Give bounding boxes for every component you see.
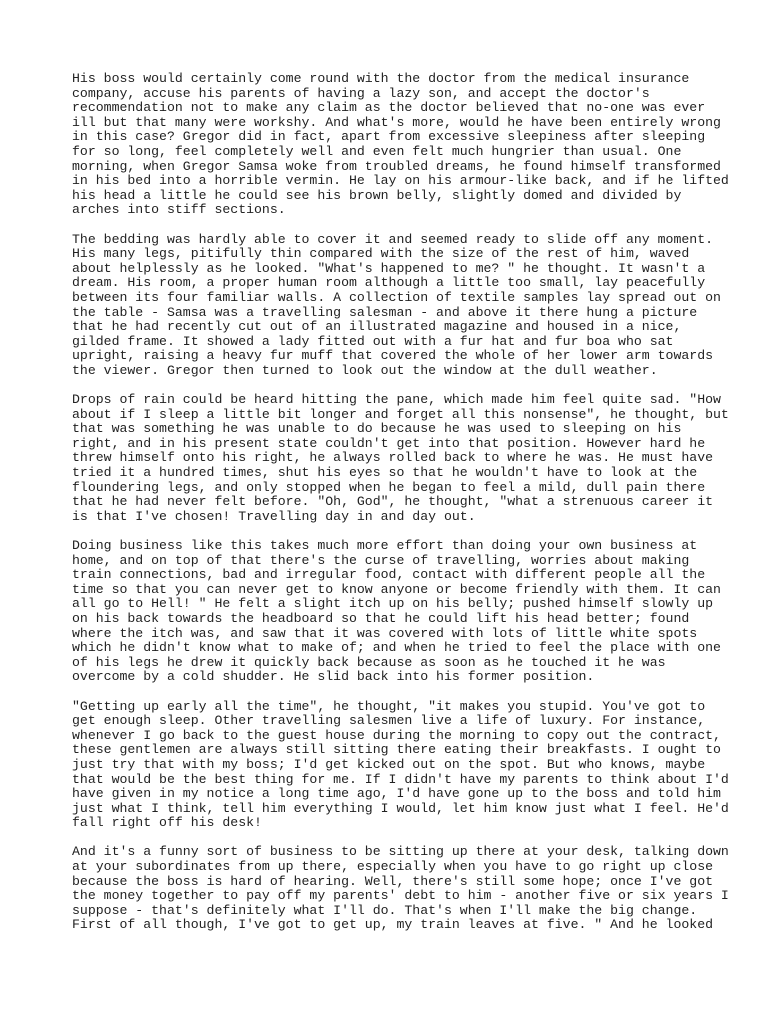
paragraph [72, 392, 729, 524]
text-line: "Getting up early all the time", he thought, "it makes you stupid. You've got to [72, 698, 706, 714]
text-line: in this case? Gregor did in fact, apart from excessive sleepiness after sleeping [72, 129, 706, 145]
text-line: between its four familiar walls. A collection of textile samples lay spread out on [72, 289, 721, 305]
text-line: tried it a hundred times, shut his eyes so that he wouldn't have to look at the [72, 465, 698, 481]
text-line: for so long, feel completely well and even felt much hungrier than usual. One [72, 143, 682, 159]
text-line: at your subordinates from up there, especially when you have to go right up close [72, 859, 714, 875]
document-body [72, 71, 729, 948]
text-line: that he had recently cut out of an illustrated magazine and housed in a nice, [72, 319, 682, 335]
text-line: just what I think, tell him everything I would, let him know just what I feel. He'd [72, 800, 729, 816]
text-line: His boss would certainly come round with the doctor from the medical insurance [72, 71, 690, 86]
text-line: home, and on top of that there's the curse of travelling, worries about making [72, 552, 690, 568]
text-line: whenever I go back to the guest house during the morning to copy out the contract, [72, 727, 721, 743]
text-line: in his bed into a horrible vermin. He lay on his armour-like back, and if he lifted [72, 173, 729, 189]
text-line: the table - Samsa was a travelling salesman - and above it there hung a picture [72, 304, 698, 320]
text-line: arches into stiff sections. [72, 202, 286, 218]
text-line: that would be the best thing for me. If I didn't have my parents to think about I'd [72, 771, 729, 787]
paragraph [72, 698, 729, 831]
text-line: is that I've chosen! Travelling day in and day out. [72, 508, 476, 524]
text-line: that he had never felt before. "Oh, God", he thought, "what a strenuous career it [72, 494, 714, 510]
text-line: of his legs he drew it quickly back because as soon as he touched it he was [72, 654, 666, 670]
paragraph [72, 844, 729, 933]
text-line: the viewer. Gregor then turned to look out the window at the dull weather. [72, 362, 658, 378]
text-line: Doing business like this takes much more effort than doing your own business at [72, 538, 698, 553]
paragraph [72, 231, 721, 379]
text-line: gilded frame. It showed a lady fitted out with a fur hat and fur boa who sat [72, 333, 674, 349]
text-line: which he didn't know what to make of; and when he tried to feel the place with one [72, 640, 721, 656]
text-line: company, accuse his parents of having a lazy son, and accept the doctor's [72, 85, 650, 101]
paragraph [72, 538, 721, 685]
text-line: floundering legs, and only stopped when he began to feel a mild, dull pain there [72, 479, 706, 495]
text-line: upright, raising a heavy fur muff that covered the whole of her lower arm towards [72, 348, 714, 364]
text-line: right, and in his present state couldn't get into that position. However hard he [72, 435, 706, 451]
text-line: just try that with my boss; I'd get kicked out on the spot. But who knows, maybe [72, 756, 706, 772]
text-line: all go to Hell! " He felt a slight itch up on his belly; pushed himself slowly up [72, 596, 714, 612]
text-line: overcome by a cold shudder. He slid back into his former position. [72, 669, 595, 685]
text-line: The bedding was hardly able to cover it and seemed ready to slide off any moment. [72, 231, 714, 247]
text-line: the money together to pay off my parents' debt to him - another five or six years I [72, 888, 729, 904]
text-line: His many legs, pitifully thin compared with the size of the rest of him, waved [72, 246, 690, 262]
text-line: about helplessly as he looked. "What's happened to me? " he thought. It wasn't a [72, 260, 706, 276]
text-line: time so that you can never get to know anyone or become friendly with them. It can [72, 581, 721, 597]
text-line: on his back towards the headboard so that he could lift his head better; found [72, 610, 690, 626]
text-line: ill but that many were workshy. And what's more, would he have been entirely wrong [72, 114, 721, 130]
text-line: where the itch was, and saw that it was covered with lots of little white spots [72, 625, 698, 641]
text-line: that was something he was unable to do because he was used to sleeping on his [72, 421, 682, 437]
text-line: First of all though, I've got to get up, my train leaves at five. " And he looked [72, 917, 714, 933]
text-line: morning, when Gregor Samsa woke from troubled dreams, he found himself transformed [72, 158, 721, 174]
text-line: And it's a funny sort of business to be sitting up there at your desk, talking down [72, 844, 729, 860]
text-line: recommendation not to make any claim as the doctor believed that no-one was ever [72, 100, 706, 116]
paragraph [72, 71, 729, 218]
text-line: get enough sleep. Other travelling salesmen live a life of luxury. For instance, [72, 713, 706, 729]
text-line: about if I sleep a little bit longer and forget all this nonsense", he thought, but [72, 406, 729, 422]
text-line: Drops of rain could be heard hitting the pane, which made him feel quite sad. "How [72, 392, 721, 408]
text-line: train connections, bad and irregular food, contact with different people all the [72, 567, 706, 583]
text-line: have given in my notice a long time ago, I'd have gone up to the boss and told him [72, 786, 721, 802]
text-line: fall right off his desk! [72, 815, 262, 831]
text-line: threw himself onto his right, he always rolled back to where he was. He must have [72, 450, 714, 466]
text-line: these gentlemen are always still sitting there eating their breakfasts. I ought to [72, 742, 721, 758]
text-line: because the boss is hard of hearing. Well, there's still some hope; once I've got [72, 873, 714, 889]
text-line: suppose - that's definitely what I'll do. That's when I'll make the big change. [72, 902, 698, 918]
text-line: his head a little he could see his brown belly, slightly domed and divided by [72, 187, 682, 203]
text-line: dream. His room, a proper human room although a little too small, lay peacefully [72, 275, 706, 291]
